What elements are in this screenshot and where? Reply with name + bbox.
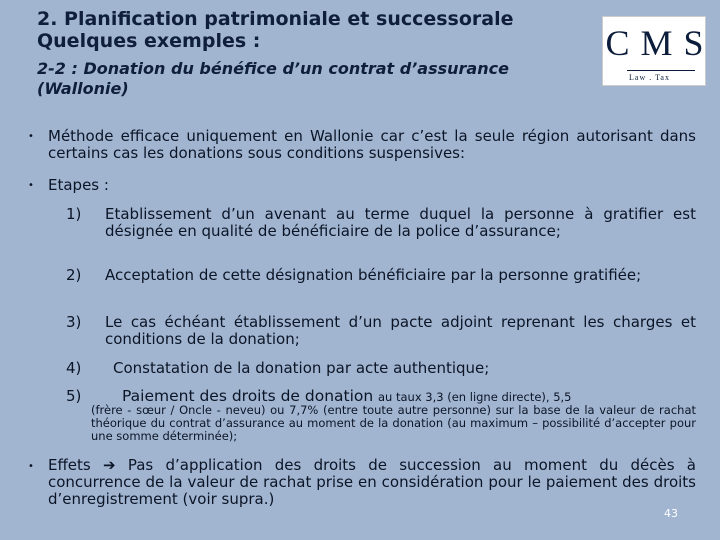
arrow-icon: ➔ (103, 456, 116, 474)
step-text: Le cas échéant établissement d’un pacte adjoint reprenant les charges et conditions de la donation; (105, 313, 696, 348)
bullet-icon: • (28, 131, 34, 142)
step-5-large-text: Paiement des droits de donation (122, 387, 374, 405)
title-line-2: Quelques exemples : (37, 30, 261, 52)
bullet-text-effects (48, 457, 696, 508)
effects-text: Pas d’application des droits de succession au moment du décès à concurrence de la valeur de rachat prise en considération pour le paiement des droits d’enregistrement (voir supra.) (48, 456, 696, 508)
step-5-small-rest: (frère - sœur / Oncle - neveu) ou 7,7% (entre toute autre personne) sur la base de la valeur de rachat théorique du contrat d’assurance au moment de la donation (au maximum – possibilité d’accepter pour une somme déterminée); (91, 403, 696, 443)
logo-divider (627, 70, 695, 71)
effects-label: Effets (48, 456, 91, 474)
bullet-text-method: Méthode efficace uniquement en Wallonie car c’est la seule région autorisant dans certains cas les donations sous conditions suspensives: (48, 127, 696, 162)
bullet-text-steps: Etapes : (48, 176, 109, 194)
step-text: Acceptation de cette désignation bénéficiaire par la personne gratifiée; (105, 266, 642, 284)
step-number: 1) (66, 205, 82, 223)
page-number: 43 (664, 507, 678, 520)
step-text: Constatation de la donation par acte authentique; (113, 359, 490, 377)
bullet-icon: • (28, 180, 34, 191)
step-number: 3) (66, 313, 82, 331)
bullet-icon: • (28, 461, 34, 472)
step-number: 4) (66, 359, 82, 377)
subtitle-line-1: 2-2 : Donation du bénéfice d’un contrat d’assurance (37, 59, 509, 78)
cms-logo (602, 16, 706, 86)
slide-subtitle (37, 59, 597, 99)
subtitle-line-2: (Wallonie) (37, 79, 129, 98)
step-number: 2) (66, 266, 82, 284)
slide-title (37, 8, 577, 52)
step-5-small-inline: au taux 3,3 (en ligne directe), 5,5 (378, 390, 572, 404)
step-number: 5) (66, 387, 82, 405)
logo-sub-text: Law . Tax (629, 73, 670, 82)
title-line-1: 2. Planification patrimoniale et successorale (37, 8, 514, 30)
step-text: Etablissement d’un avenant au terme duquel la personne à gratifier est désignée en qualité de bénéficiaire de la police d’assurance; (105, 205, 696, 240)
logo-main-text: C M S (605, 23, 705, 63)
